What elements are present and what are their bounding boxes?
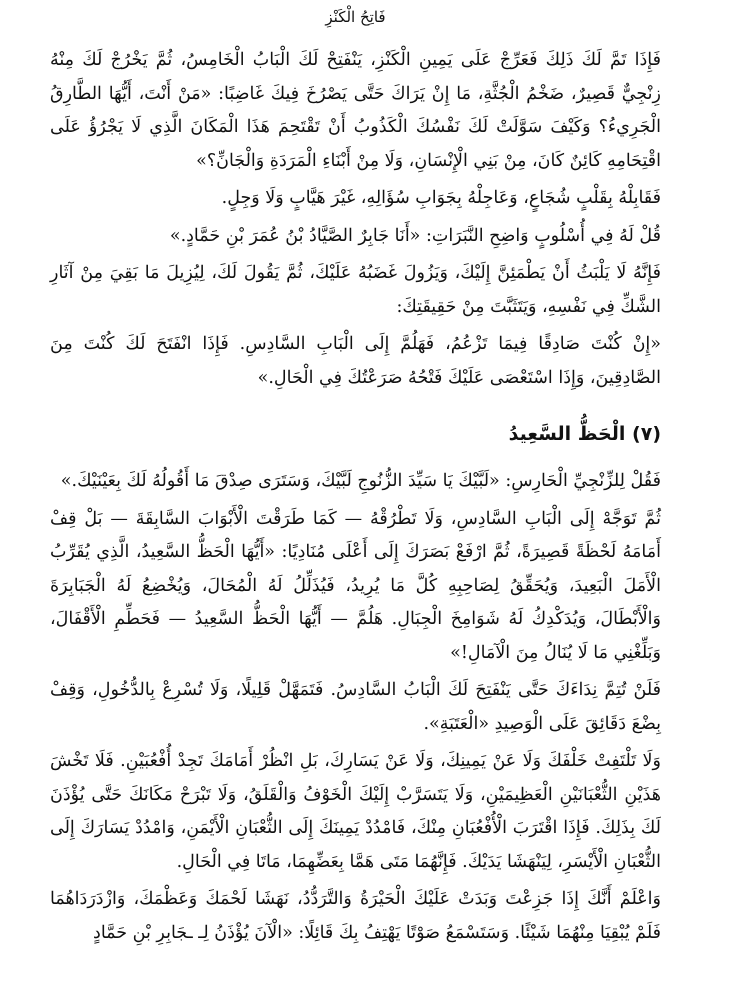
paragraph: قُلْ لَهُ فِي أُسْلُوبٍ وَاضِحِ النَّبَرَاتِ: «أَنَا جَابِرٌ الصَّيَّادُ بْنُ عُمَرَ بْنِ حَمَّادٍ.» <box>169 225 661 246</box>
section-heading: (٧) الْحَظُّ السَّعِيدُ <box>508 423 661 445</box>
paragraph: وَلَا تَلْتَفِتْ خَلْفَكَ وَلَا عَنْ يَمِينِكَ، وَلَا عَنْ يَسَارِكَ، بَلِ انْظُرْ أَمَامَكَ تَجِدْ أُفْعُبَيْنِ. فَلَا تَخْشَ هَذَيْنِ الثُّعْبَانَيْنِ الْعَظِيمَيْنِ، وَلَا يَتَسَرَّبْ إِلَيْكَ الْخَوْفُ وَالْقَلَقُ، وَلَا تَبْرَحْ مَكَانَكَ حَتَّى يُؤْذَنَ لَكَ بِذَلِكَ. فَإِذَا اقْتَرَبَ الْأُفْعُبَانِ مِنْكَ، فَامْدُدْ يَمِينَكَ إِلَى الثُّعْبَانِ الْأَيْمَنِ، وَامْدُدْ يَسَارَكَ إِلَى الثُّعْبَانِ الْأَيْسَرِ، لِيَنْهَشَا يَدَيْكَ. فَإِنَّهُمَا مَتَى هَمَّا بِعَضِّهِمَا، مَاتَا فِي الْحَالِ. <box>50 751 661 872</box>
paragraph: فَإِنَّهُ لَا يَلْبَثُ أَنْ يَطْمَئِنَّ إِلَيْكَ، وَيَزُولَ غَضَبُهُ عَلَيْكَ، ثُمَّ يَقُولَ لَكَ، لِيُزِيلَ مَا بَقِيَ مِنْ آثَارِ الشَّكِّ فِي نَفْسِهِ، وَيَتَثَبَّتَ مِنْ حَقِيقَتِكَ: <box>50 263 661 317</box>
paragraph: فَقَابِلْهُ بِقَلْبٍ شُجَاعٍ، وَعَاجِلْهُ بِجَوَابِ سُؤَالِهِ، غَيْرَ هَيَّابٍ وَلَا وَجِلٍ. <box>221 188 661 208</box>
paragraph: فَقُلْ لِلزِّنْجِيِّ الْحَارِسِ: «لَبَّيْكَ يَا سَيِّدَ الزُّنُوجِ لَبَّيْكَ، وَسَتَرَى صِدْقَ مَا أَقُولُهُ لَكَ بِعَيْنَيْكَ.» <box>60 471 661 491</box>
paragraph: وَاعْلَمْ أَنَّكَ إِذَا جَزِعْتَ وَبَدَتْ عَلَيْكَ الْحَيْرَةُ وَالتَّرَدُّدُ، نَهَشَا لَحْمَكَ وَعَظْمَكَ، وَازْدَرَدَاهُمَا فَلَمْ يُبْقِيَا مِنْهُمَا شَيْئًا. وَسَتَسْمَعُ صَوْتًا يَهْتِفُ بِكَ قَائِلًا: «الْآنَ يُؤْذَنُ لِـ ـجَابِرِ بْنِ حَمَّادٍ <box>50 889 661 943</box>
running-header: فَاتِحُ الْكَنْزِ <box>325 8 386 26</box>
paragraph: فَإِذَا تَمَّ لَكَ ذَلِكَ فَعَرِّجْ عَلَى يَمِينِ الْكَنْزِ، يَنْفَتِحْ لَكَ الْبَابُ الْخَامِسُ، ثُمَّ يَخْرُجْ لَكَ مِنْهُ زِنْجِيٌّ قَصِيرٌ، ضَخْمُ الْجُثَّةِ، مَا إِنْ يَرَاكَ حَتَّى يَصْرُخَ فِيكَ غَاضِبًا: «مَنْ أَنْتَ، أَيُّهَا الطَّارِقُ الْجَرِيءُ؟ وَكَيْفَ سَوَّلَتْ لَكَ نَفْسُكَ الْكَذُوبُ أَنْ تَقْتَحِمَ هَذَا الْمَكَانَ الَّذِي لَا يَجْرُؤُ عَلَى اقْتِحَامِهِ كَائِنٌ كَانَ، مِنْ بَنِي الْإِنْسَانِ، وَلَا مِنْ أَبْنَاءِ الْمَرَدَةِ وَالْجَانِّ؟» <box>50 50 661 171</box>
paragraph: «إِنْ كُنْتَ صَادِقًا فِيمَا تَزْعُمُ، فَهَلُمَّ إِلَى الْبَابِ السَّادِسِ. فَإِذَا انْفَتَحَ لَكَ كُنْتَ مِنَ الصَّادِقِينَ، وَإِذَا اسْتَعْصَى عَلَيْكَ فَتْحُهُ صَرَعْتُكَ فِي الْحَالِ.» <box>50 334 661 388</box>
paragraph: فَلَنْ تُتِمَّ نِدَاءَكَ حَتَّى يَنْفَتِحَ لَكَ الْبَابُ السَّادِسُ. فَتَمَهَّلْ قَلِيلًا، وَلَا تُسْرِعْ بِالدُّخُولِ، وَقِفْ بِضْعَ دَقَائِقَ عَلَى الْوَصِيدِ «الْعَتَبَةِ». <box>50 680 661 734</box>
paragraph: ثُمَّ تَوَجَّهْ إِلَى الْبَابِ السَّادِسِ، وَلَا تَطْرُقْهُ — كَمَا طَرَقْتَ الْأَبْوَابَ السَّابِقَةَ — بَلْ قِفْ أَمَامَهُ لَحْظَةً قَصِيرَةً، ثُمَّ ارْفَعْ بَصَرَكَ إِلَى أَعْلَى مُنَادِيًا: «أَيُّهَا الْحَظُّ السَّعِيدُ، الَّذِي يُقَرِّبُ الْأَمَلَ الْبَعِيدَ، وَيُحَقِّقُ لِصَاحِبِهِ كُلَّ مَا يُرِيدُ، فَيُذَلِّلُ لَهُ الْمُحَالَ، وَيُخْضِعُ لَهُ الْجَبَابِرَةَ وَالْأَبْطَالَ، وَيُدَكْدِكُ لَهُ شَوَامِخَ الْجِبَالِ. هَلُمَّ — أَيُّهَا الْحَظُّ السَّعِيدُ — فَحَطِّمِ الْأَقْفَالَ، وَبَلِّغْنِي مَا لَا يُنَالُ مِنَ الْآمَالِ!» <box>50 508 661 663</box>
